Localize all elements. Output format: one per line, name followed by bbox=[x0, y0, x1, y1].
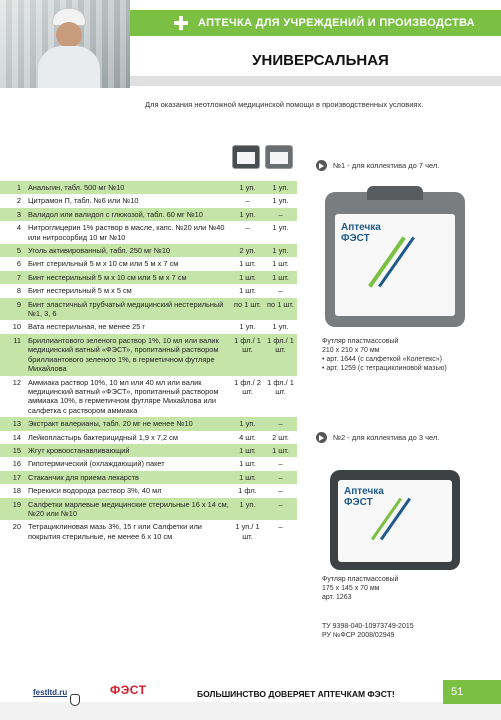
table-row bbox=[0, 320, 297, 333]
table-cell-c1: 4 шт. bbox=[239, 432, 256, 442]
table-row bbox=[0, 484, 297, 497]
table-cell-c1: – bbox=[245, 196, 250, 206]
kit2-case-image bbox=[330, 470, 460, 570]
table-cell-c1: 1 фл./ 2 шт. bbox=[234, 377, 261, 396]
table-cell-num: 5 bbox=[16, 246, 21, 256]
table-cell-name: Уголь активированный, табл. 250 мг №10 bbox=[28, 246, 171, 256]
table-cell-c2: 1 шт. bbox=[272, 259, 289, 269]
table-cell-c1: 1 уп./ 1 шт. bbox=[235, 522, 260, 541]
kit1-case-brand-text: ФЭСТ bbox=[341, 233, 370, 244]
hand-cursor-icon bbox=[70, 694, 80, 706]
table-cell-c1: 1 шт. bbox=[239, 286, 256, 296]
arrow-right-icon bbox=[316, 432, 327, 443]
table-cell-num: 16 bbox=[12, 459, 21, 469]
table-cell-num: 14 bbox=[12, 432, 21, 442]
table-cell-num: 1 bbox=[16, 183, 21, 192]
kit2-title: №2 - для коллектива до 3 чел. bbox=[333, 433, 440, 442]
table-cell-name: Лейкопластырь бактерицидный 1,9 х 7,2 см bbox=[28, 432, 178, 442]
kit2-case-brand-text: ФЭСТ bbox=[344, 497, 373, 508]
kit1-desc-line2: 210 х 210 х 70 мм bbox=[322, 347, 380, 354]
table-cell-c2: – bbox=[278, 209, 283, 219]
table-cell-c2: – bbox=[278, 486, 283, 496]
table-cell-name: Гипотермический (охлаждающий) пакет bbox=[28, 459, 165, 469]
kit1-case-image bbox=[325, 192, 465, 327]
table-cell-name: Анальгин, табл. 500 мг №10 bbox=[28, 183, 125, 192]
certification bbox=[322, 622, 414, 640]
table-row bbox=[0, 284, 297, 297]
table-cell-c2: 1 уп. bbox=[272, 223, 289, 233]
table-cell-name: Бинт стерильный 5 м х 10 см или 5 м х 7 см bbox=[28, 259, 179, 269]
table-cell-c2: 1 уп. bbox=[272, 196, 289, 206]
table-cell-c2: – bbox=[278, 522, 283, 532]
table-row bbox=[0, 271, 297, 284]
slogan: БОЛЬШИНСТВО ДОВЕРЯЕТ АПТЕЧКАМ ФЭСТ! bbox=[197, 689, 395, 699]
table-cell-c2: – bbox=[278, 499, 283, 509]
table-cell-num: 15 bbox=[12, 445, 21, 455]
table-cell-c2: 1 фл./ 1 шт. bbox=[267, 377, 294, 396]
banner-title: АПТЕЧКА ДЛЯ УЧРЕЖДЕНИЙ И ПРОИЗВОДСТВА bbox=[198, 17, 476, 29]
table-cell-num: 8 bbox=[16, 286, 21, 296]
table-cell-name: Нитроглицерин 1% раствор в масле, капс. №20 или №40 или нитросорбид 10 мг №10 bbox=[28, 223, 225, 242]
table-row bbox=[0, 194, 297, 207]
table-cell-c1: 1 шт. bbox=[239, 445, 256, 455]
table-cell-c1: 1 уп. bbox=[239, 419, 256, 429]
table-cell-num: 9 bbox=[16, 299, 21, 309]
table-cell-c2: 1 шт. bbox=[272, 445, 289, 455]
table-cell-num: 10 bbox=[12, 322, 21, 332]
table-cell-c2: по 1 шт. bbox=[267, 299, 294, 309]
table-cell-num: 4 bbox=[16, 223, 21, 233]
table-cell-num: 19 bbox=[12, 499, 21, 509]
tu-number: ТУ 9398-040-10973749-2015 bbox=[322, 623, 414, 630]
worker-body-shape bbox=[38, 46, 100, 88]
table-cell-c1: 1 шт. bbox=[239, 259, 256, 269]
banner bbox=[130, 10, 501, 36]
kit1-desc-line4: • арт. 1259 (с тетрациклиновой мазью) bbox=[322, 365, 447, 372]
table-cell-name: Цитрамон П, табл. №6 или №10 bbox=[28, 196, 139, 206]
table-cell-num: 2 bbox=[16, 196, 21, 206]
kit1-title: №1 - для коллектива до 7 чел. bbox=[333, 161, 440, 170]
table-cell-c1: 1 уп. bbox=[239, 322, 256, 332]
table-cell-name: Бинт эластичный трубчатый медицинский нестерильный №1, 3, 6 bbox=[28, 299, 224, 319]
table-cell-c2: 1 фл./ 1 шт. bbox=[267, 335, 294, 355]
table-cell-name: Бинт нестерильный 5 м х 10 см или 5 м х 7 см bbox=[28, 272, 187, 282]
table-cell-c2: – bbox=[278, 472, 283, 482]
table-cell-num: 12 bbox=[12, 377, 21, 387]
table-cell-name: Перекиси водорода раствор 3%, 40 мл bbox=[28, 486, 162, 496]
table-cell-num: 6 bbox=[16, 259, 21, 269]
table-row bbox=[0, 334, 297, 376]
table-cell-c2: – bbox=[278, 286, 283, 296]
kit2-desc-line2: 175 х 145 х 70 мм bbox=[322, 585, 380, 592]
table-cell-c1: 1 уп. bbox=[239, 183, 256, 192]
table-cell-c2: 1 шт. bbox=[272, 272, 289, 282]
website-link[interactable]: festltd.ru bbox=[33, 688, 68, 697]
kit2-header bbox=[316, 432, 439, 443]
table-row bbox=[0, 257, 297, 270]
kit1-thumbnail bbox=[232, 145, 260, 169]
table-row bbox=[0, 376, 297, 418]
table-cell-c2: 1 уп. bbox=[272, 322, 289, 332]
table-cell-c1: 1 уп. bbox=[239, 209, 256, 219]
table-cell-name: Бинт нестерильный 5 м х 5 см bbox=[28, 286, 132, 296]
kit2-case-label bbox=[344, 486, 384, 508]
table-row bbox=[0, 298, 297, 321]
table-row bbox=[0, 221, 297, 244]
intro-text: Для оказания неотложной медицинской помощи в производственных условиях. bbox=[145, 100, 424, 109]
table-cell-c1: 1 шт. bbox=[239, 472, 256, 482]
table-cell-num: 13 bbox=[12, 419, 21, 429]
worker-photo bbox=[0, 0, 130, 88]
table-cell-c1: 1 шт. bbox=[239, 459, 256, 469]
table-cell-c2: – bbox=[278, 459, 283, 469]
title-underline-bar bbox=[130, 76, 501, 86]
arrow-right-icon bbox=[316, 160, 327, 171]
kit2-description bbox=[322, 575, 398, 602]
kit1-header bbox=[316, 160, 439, 171]
table-cell-name: Стаканчик для приема лекарств bbox=[28, 472, 139, 482]
kit1-desc-line1: Футляр пластмассовый bbox=[322, 338, 399, 345]
table-row bbox=[0, 498, 297, 521]
table-cell-name: Аммиака раствор 10%, 10 мл или 40 мл или валик медицинский ватный «ФЭСТ», пропитанный раствором аммиака 10%, в герметичном футляре Михайлова или салфетка с раствором аммиака bbox=[28, 377, 219, 415]
table-row bbox=[0, 471, 297, 484]
table-row bbox=[0, 417, 297, 430]
table-cell-num: 17 bbox=[12, 472, 21, 482]
table-cell-name: Тетрациклиновая мазь 3%, 15 г или Салфетки или покрытия стерильные, не менее 6 х 10 см bbox=[28, 522, 202, 541]
table-cell-c1: по 1 шт. bbox=[234, 299, 261, 309]
page-title: УНИВЕРСАЛЬНАЯ bbox=[252, 52, 389, 69]
table-row bbox=[0, 208, 297, 221]
table-cell-c1: – bbox=[245, 223, 250, 233]
table-row bbox=[0, 431, 297, 444]
kit2-thumbnail bbox=[265, 145, 293, 169]
table-row bbox=[0, 457, 297, 470]
kit1-case-label-text: Аптечка bbox=[341, 222, 381, 233]
kit2-desc-line3: арт. 1263 bbox=[322, 594, 352, 601]
table-cell-num: 11 bbox=[13, 335, 21, 345]
kit2-case-label-text: Аптечка bbox=[344, 486, 384, 497]
table-cell-num: 20 bbox=[12, 522, 21, 532]
table-row bbox=[0, 244, 297, 257]
table-cell-c1: 1 уп. bbox=[239, 499, 256, 509]
page-number: 51 bbox=[443, 680, 501, 704]
table-cell-c2: – bbox=[278, 419, 283, 429]
table-cell-c2: 2 шт. bbox=[272, 432, 289, 442]
table-cell-name: Салфетки марлевые медицинские стерильные 16 х 14 см, №20 или №10 bbox=[28, 499, 229, 518]
table-cell-c1: 1 фл./ 1 шт. bbox=[234, 335, 261, 355]
table-cell-num: 18 bbox=[12, 486, 21, 496]
medical-cross-icon bbox=[174, 16, 188, 30]
table-cell-num: 7 bbox=[16, 272, 21, 282]
table-cell-c2: 1 уп. bbox=[272, 183, 289, 192]
case-handle bbox=[367, 186, 423, 200]
table-row bbox=[0, 520, 297, 543]
brand-logo: ФЭСТ bbox=[110, 683, 147, 697]
table-cell-name: Экстракт валерианы, табл. 20 мг не менее №10 bbox=[28, 419, 193, 429]
contents-table bbox=[0, 181, 297, 543]
ru-number: РУ №ФСР 2008/02949 bbox=[322, 632, 395, 639]
table-cell-c1: 1 шт. bbox=[239, 272, 256, 282]
table-cell-name: Вата нестерильная, не менее 25 г bbox=[28, 322, 146, 332]
kit1-description bbox=[322, 337, 447, 373]
table-row bbox=[0, 181, 297, 194]
table-cell-c1: 2 уп. bbox=[239, 246, 256, 256]
worker-face-shape bbox=[56, 22, 82, 48]
table-cell-c2: 1 уп. bbox=[272, 246, 289, 256]
kit2-desc-line1: Футляр пластмассовый bbox=[322, 576, 399, 583]
table-cell-c1: 1 фл. bbox=[238, 486, 257, 496]
table-row bbox=[0, 444, 297, 457]
kit1-desc-line3: • арт. 1644 (с салфеткой «Колетекс») bbox=[322, 356, 442, 363]
table-cell-num: 3 bbox=[16, 209, 21, 219]
kit-thumbnails bbox=[232, 145, 293, 169]
table-cell-name: Валидол или валидол с глюкозой, табл. 60 мг №10 bbox=[28, 209, 203, 219]
table-cell-name: Бриллиантового зеленого раствор 1%, 10 мл или валик медицинский ватный «ФЭСТ», пропитанный раствором бриллиантового зеленого 1%, в герметичном футляре Михайлова bbox=[28, 335, 219, 374]
table-cell-name: Жгут кровоостанавливающий bbox=[28, 445, 130, 455]
kit1-case-label bbox=[341, 222, 381, 244]
